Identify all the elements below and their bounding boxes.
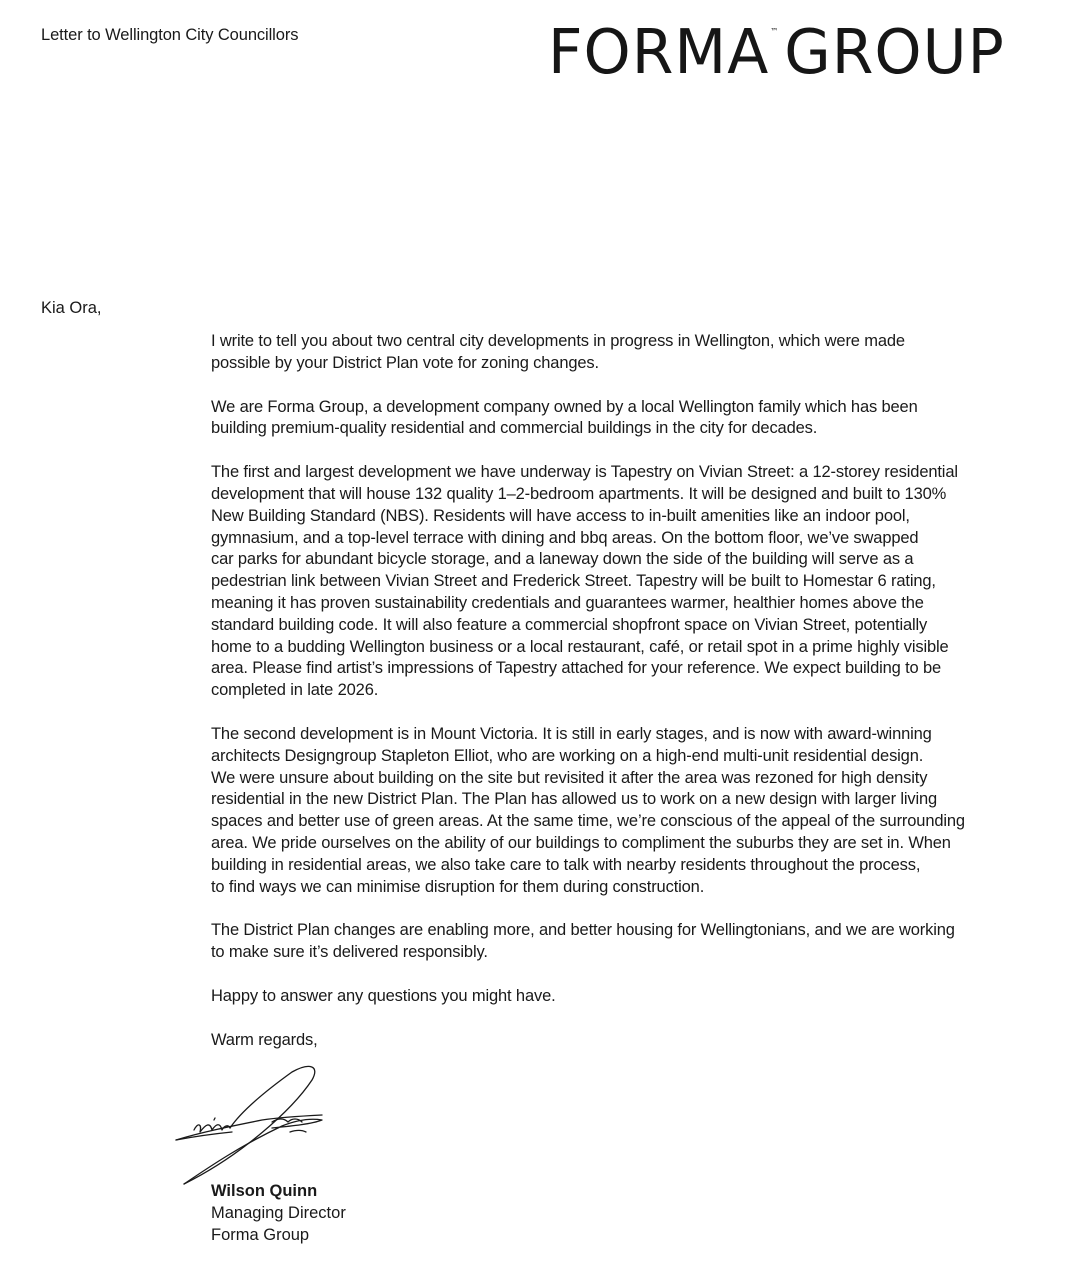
- logo-word-group: GROUP: [784, 16, 1005, 89]
- signer-title: Managing Director: [211, 1204, 346, 1222]
- signer-name: Wilson Quinn: [211, 1182, 318, 1200]
- paragraph-company: We are Forma Group, a development company owned by a local Wellington family which has been building premium-quality residential and commercial buildings in the city for decades.: [211, 397, 918, 438]
- signature-block: [211, 1180, 346, 1246]
- closing: Warm regards,: [211, 1030, 318, 1049]
- trademark-symbol: ™: [770, 27, 779, 37]
- paragraph-intro: I write to tell you about two central city developments in progress in Wellington, which were made possible by your District Plan vote for zoning changes.: [211, 332, 905, 372]
- logo-word-forma: FORMA: [548, 16, 770, 89]
- letter-body: [211, 331, 1051, 1074]
- paragraph-tapestry: The first and largest development we have underway is Tapestry on Vivian Street: a 12-storey residential development that will house 132 quality 1–2-bedroom apartments. It will be designed and built to 130% New Building Standard (NBS). Residents will have access to in-built amenities like an indoor pool, gymnasium, and a top-level terrace with dining and bbq areas. On the bottom floor, we’ve swapped car parks for abundant bicycle storage, and a laneway down the side of the building will serve as a pedestrian link between Vivian Street and Frederick Street. Tapestry will be built to Homestar 6 rating, meaning it has proven sustainability credentials and guarantees warmer, healthier homes above the standard building code. It will also feature a commercial shopfront space on Vivian Street, potentially home to a budding Wellington business or a local restaurant, café, or retail spot in a prime highly visible area. Please find artist’s impressions of Tapestry attached for your reference. We expect building to be completed in late 2026.: [211, 463, 958, 700]
- paragraph-district-plan: The District Plan changes are enabling more, and better housing for Wellingtonians, and we are working to make sure it’s delivered responsibly.: [211, 921, 955, 962]
- letter-heading: Letter to Wellington City Councillors: [41, 26, 299, 44]
- forma-group-logo: [548, 16, 1005, 89]
- signer-company: Forma Group: [211, 1226, 310, 1244]
- paragraph-mount-victoria: The second development is in Mount Victoria. It is still in early stages, and is now with award-winning architects Designgroup Stapleton Elliot, who are working on a high-end multi-unit residential design. We were unsure about building on the site but revisited it after the area was rezoned for high density residential in the new District Plan. The Plan has allowed us to work on a new design with larger living spaces and better use of green areas. At the same time, we’re conscious of the appeal of the surrounding area. We pride ourselves on the ability of our buildings to compliment the suburbs they are set in. When building in residential areas, we also take care to talk with nearby residents throughout the process, to find ways we can minimise disruption for them during construction.: [211, 724, 965, 896]
- handwritten-signature: [172, 1060, 332, 1190]
- paragraph-questions: Happy to answer any questions you might have.: [211, 986, 556, 1005]
- salutation: Kia Ora,: [41, 299, 102, 317]
